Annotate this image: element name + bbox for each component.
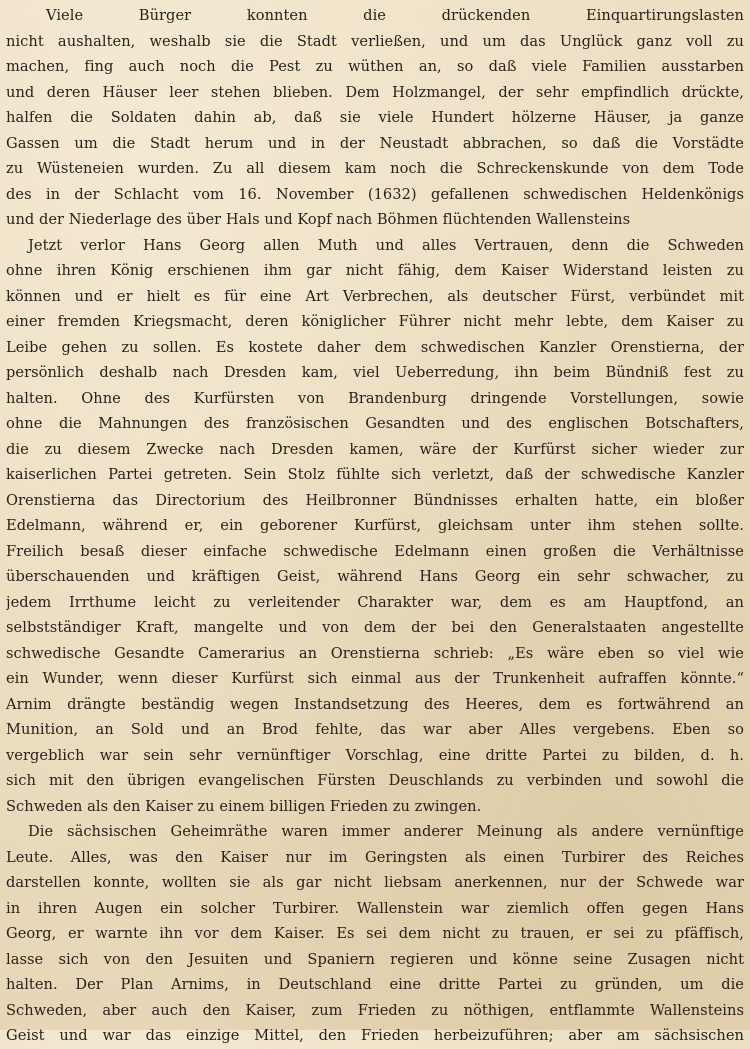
- text-line: Gassen um die Stadt herum und in der Neustadt abbrachen, so daß die Vorstädte: [6, 134, 744, 152]
- text-line: einer fremden Kriegsmacht, deren königlicher Führer nicht mehr lebte, dem Kaiser zu: [6, 313, 744, 330]
- text-line: halten. Der Plan Arnims, in Deutschland eine dritte Partei zu gründen, um die: [6, 976, 744, 993]
- text-line: Viele Bürger konnten die drückenden Einquartirungslasten: [46, 7, 744, 24]
- paragraph-1: [6, 3, 744, 233]
- paragraph-3: [6, 819, 744, 1049]
- text-line: Munition, an Sold und an Brod fehlte, das war aber Alles vergebens. Eben so: [6, 721, 744, 738]
- text-line: ohne die Mahnungen des französischen Gesandten und des englischen Botschafters,: [6, 415, 744, 432]
- text-line: machen, fing auch noch die Pest zu wüthen an, so daß viele Familien ausstarben: [6, 58, 744, 75]
- text-line: darstellen konnte, wollten sie als gar nicht liebsam anerkennen, nur der Schwede war: [6, 874, 744, 891]
- text-line: Georg, er warnte ihn vor dem Kaiser. Es sei dem nicht zu trauen, er sei zu pfäffisch,: [6, 925, 744, 942]
- text-line: Schweden, aber auch den Kaiser, zum Frieden zu nöthigen, entflammte Wallensteins: [6, 1001, 744, 1019]
- text-line: Geist und war das einzige Mittel, den Frieden herbeizuführen; aber am sächsischen: [6, 1027, 744, 1044]
- text-line: die zu diesem Zwecke nach Dresden kamen, wäre der Kurfürst sicher wieder zur: [6, 440, 744, 458]
- text-line: Arnim drängte beständig wegen Instandsetzung des Heeres, dem es fortwährend an: [6, 695, 744, 713]
- text-line: Edelmann, während er, ein geborener Kurfürst, gleichsam unter ihm stehen sollte.: [6, 517, 744, 534]
- text-line: Leute. Alles, was den Kaiser nur im Geringsten als einen Turbirer des Reiches: [6, 848, 744, 866]
- text-line: Freilich besaß dieser einfache schwedische Edelmann einen großen die Verhältnisse: [6, 542, 744, 560]
- text-line: Jetzt verlor Hans Georg allen Muth und alles Vertrauen, denn die Schweden: [28, 236, 744, 254]
- text-line: vergeblich war sein sehr vernünftiger Vorschlag, eine dritte Partei zu bilden, d. h.: [6, 746, 744, 764]
- text-line: halten. Ohne des Kurfürsten von Brandenburg dringende Vorstellungen, sowie: [6, 389, 744, 407]
- text-line: können und er hielt es für eine Art Verbrechen, als deutscher Fürst, verbündet mit: [6, 287, 744, 305]
- text-line: überschauenden und kräftigen Geist, während Hans Georg ein sehr schwacher, zu: [6, 568, 744, 585]
- text-line: halfen die Soldaten dahin ab, daß sie viele Hundert hölzerne Häuser, ja ganze: [6, 109, 744, 126]
- text-line: Schweden als den Kaiser zu einem billigen Frieden zu zwingen.: [6, 797, 482, 815]
- text-line: Orenstierna das Directorium des Heilbronner Bündnisses erhalten hatte, ein bloßer: [6, 491, 744, 509]
- text-line: lasse sich von den Jesuiten und Spaniern regieren und könne seine Zusagen nicht: [6, 950, 744, 968]
- text-line: des in der Schlacht vom 16. November (1632) gefallenen schwedischen Heldenkönigs: [6, 185, 744, 203]
- text-line: ohne ihren König erschienen ihm gar nicht fähig, dem Kaiser Widerstand leisten zu: [6, 262, 744, 279]
- text-line: Leibe gehen zu sollen. Es kostete daher dem schwedischen Kanzler Orenstierna, der: [6, 338, 744, 356]
- text-line: sich mit den übrigen evangelischen Fürsten Deuschlands zu verbinden und sowohl die: [6, 772, 744, 789]
- text-line: selbstständiger Kraft, mangelte und von dem der bei den Generalstaaten angestellte: [6, 619, 744, 636]
- text-line: und deren Häuser leer stehen blieben. Dem Holzmangel, der sehr empfindlich drückte,: [6, 83, 744, 101]
- text-line: jedem Irrthume leicht zu verleitender Charakter war, dem es am Hauptfond, an: [6, 593, 744, 611]
- text-line: und der Niederlage des über Hals und Kopf nach Böhmen flüchtenden Wallensteins: [6, 211, 631, 228]
- text-line: persönlich deshalb nach Dresden kam, viel Ueberredung, ihn beim Bündniß fest zu: [6, 364, 744, 381]
- text-line: in ihren Augen ein solcher Turbirer. Wallenstein war ziemlich offen gegen Hans: [6, 899, 744, 917]
- text-line: ein Wunder, wenn dieser Kurfürst sich einmal aus der Trunkenheit aufraffen könnte.“: [6, 670, 744, 687]
- text-line: nicht aushalten, weshalb sie die Stadt verließen, und um das Unglück ganz voll zu: [6, 32, 744, 50]
- paragraph-2: [6, 233, 744, 820]
- text-line: zu Wüsteneien wurden. Zu all diesem kam noch die Schreckenskunde von dem Tode: [6, 160, 744, 177]
- text-line: schwedische Gesandte Camerarius an Orenstierna schrieb: „Es wäre eben so viel wie: [6, 644, 744, 662]
- text-line: Die sächsischen Geheimräthe waren immer anderer Meinung als andere vernünftige: [28, 823, 744, 840]
- text-line: kaiserlichen Partei getreten. Sein Stolz fühlte sich verletzt, daß der schwedische Kanzler: [6, 466, 744, 483]
